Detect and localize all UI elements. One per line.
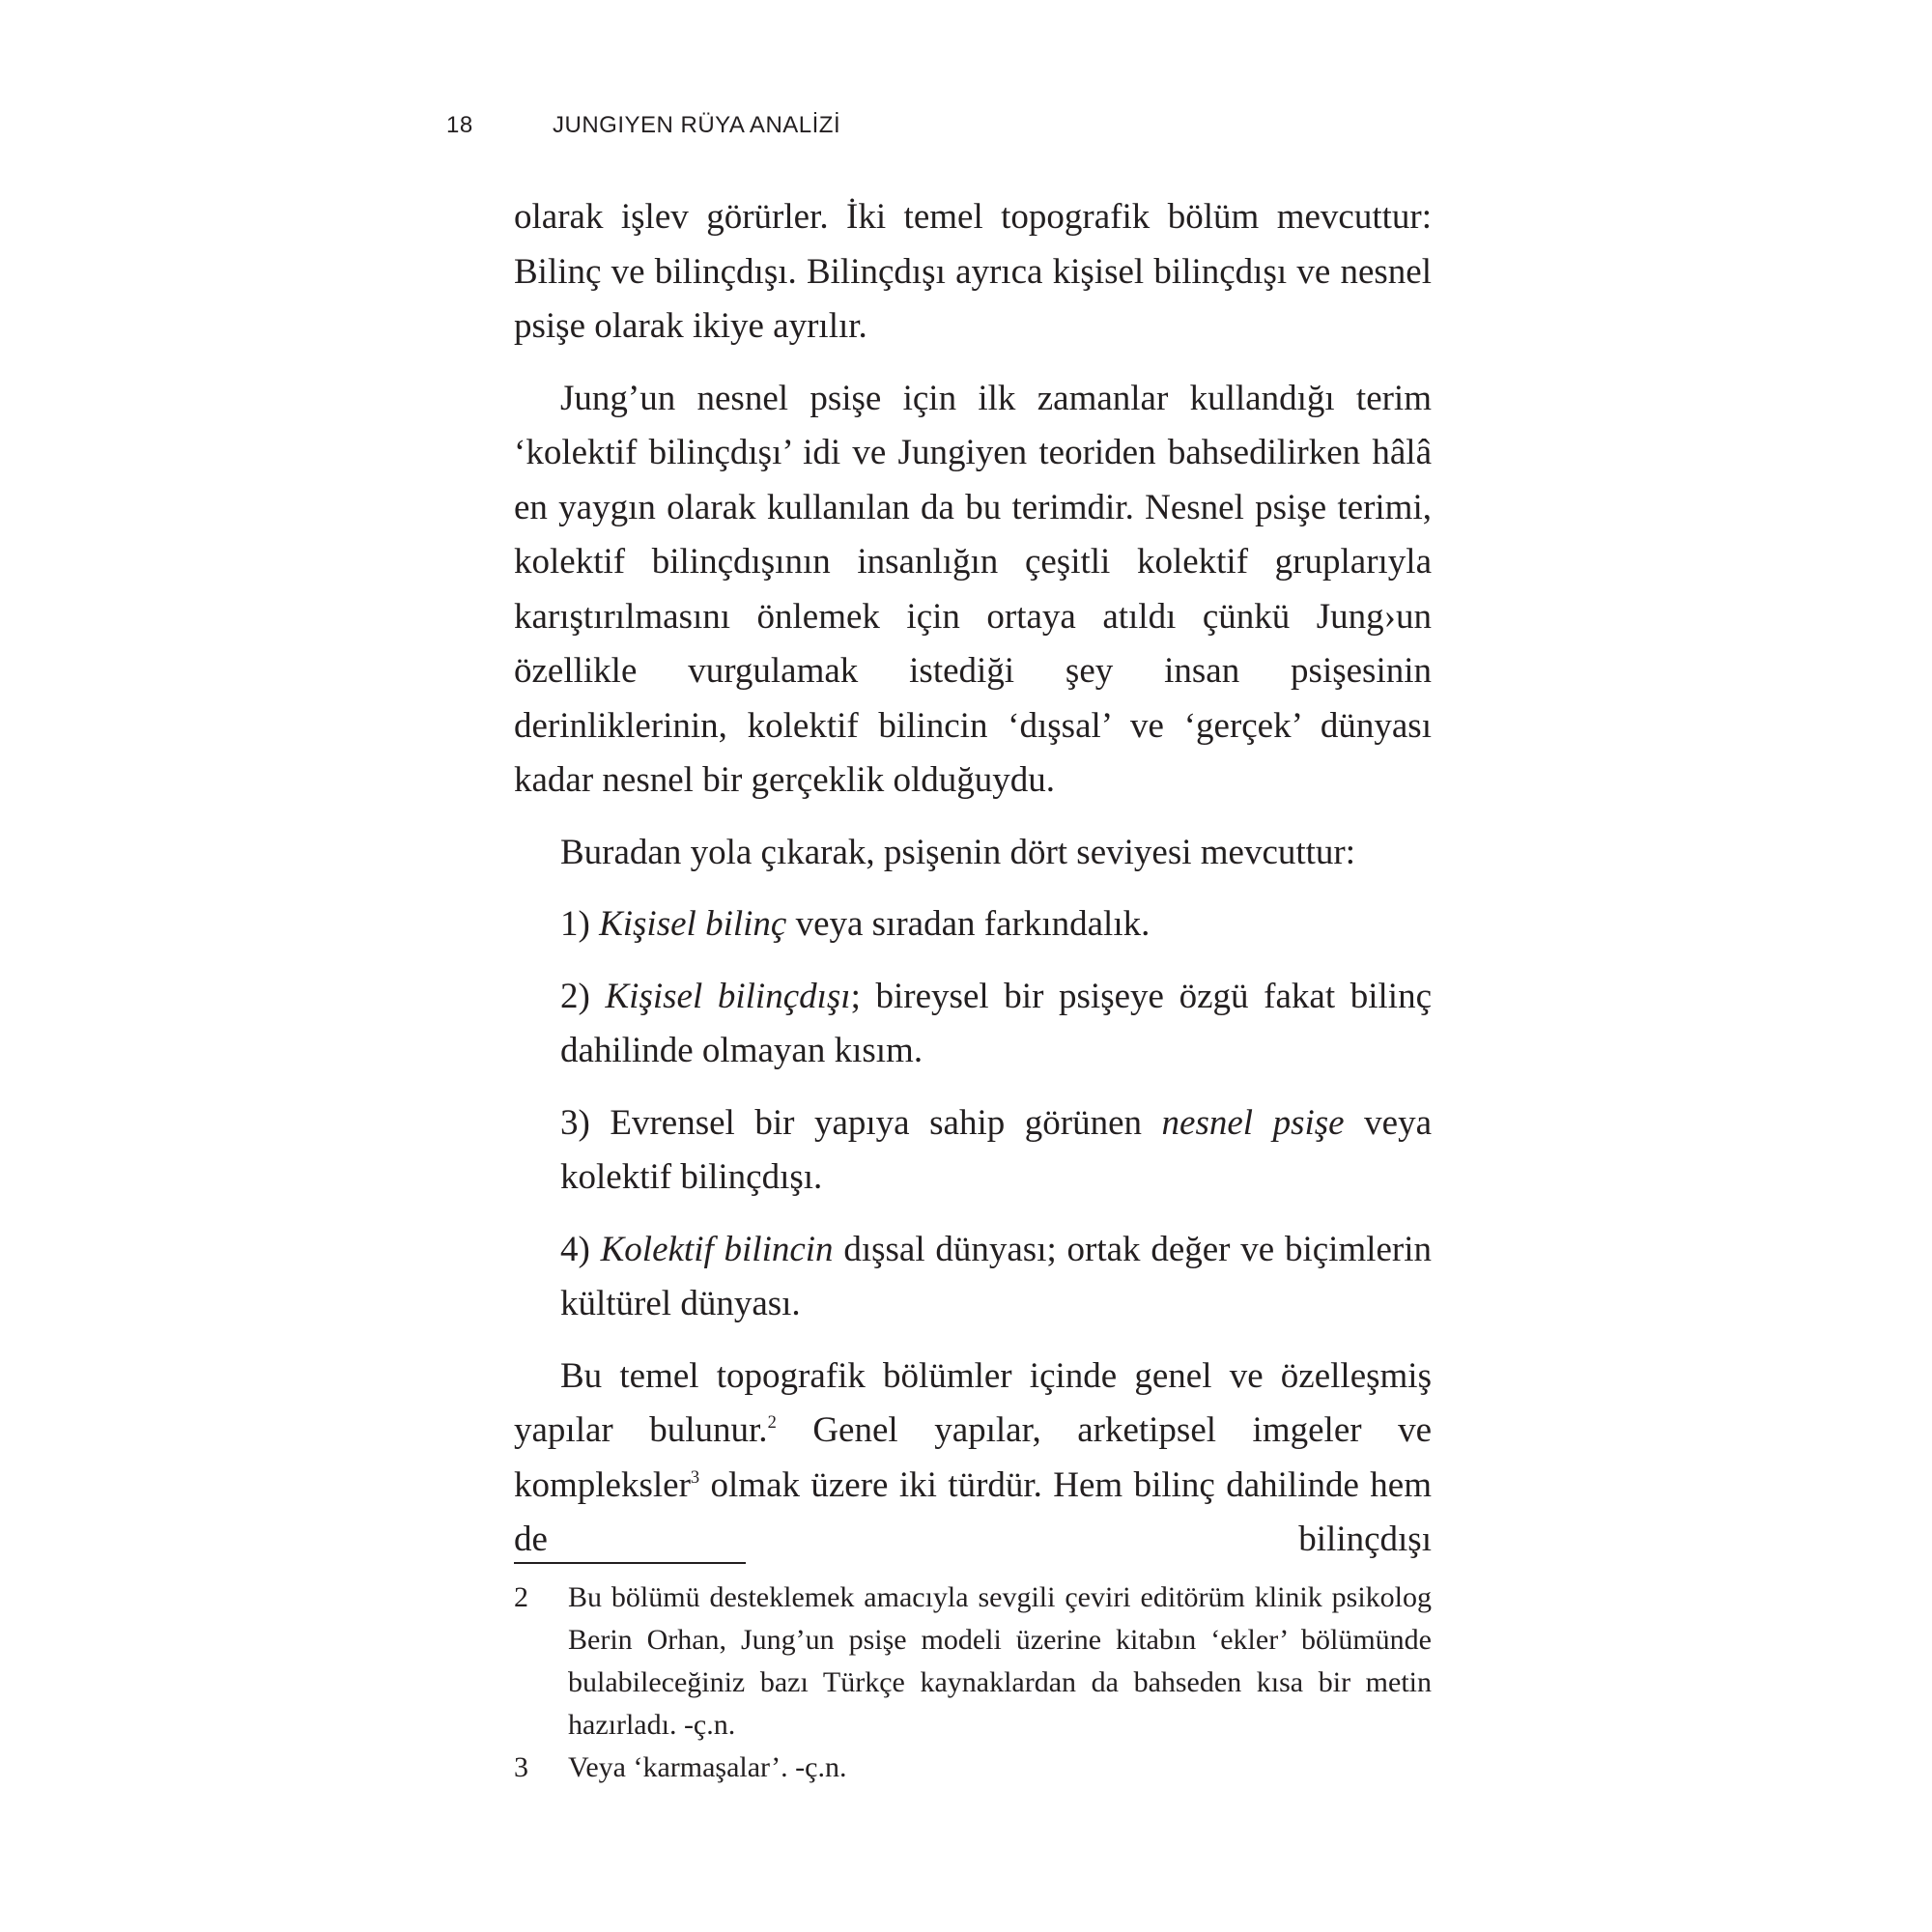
paragraph-1: olarak işlev görürler. İki temel topografik bölüm mevcuttur: Bilinç ve bilinçdışı. Bilinçdışı ayrıca kişisel bilinçdışı ve nesnel psişe olarak ikiye ayrılır. [514, 197, 1432, 346]
footnote-text: Veya ‘karmaşalar’. -ç.n. [568, 1751, 847, 1783]
paragraph-4-text-c: olmak üzere iki türdür. Hem bilinç dahilinde hem de bilinçdışı [514, 1464, 1432, 1559]
list-text: ; bireysel bir psişeye özgü fakat bilinç dahilinde olmayan kısım. [560, 976, 1433, 1070]
footnote-number: 3 [514, 1751, 528, 1783]
footnote-text: Bu bölümü desteklemek amacıyla sevgili çeviri editörüm klinik psikolog Berin Orhan, Jung’un psişe modeli üzerine kitabın ‘ekler’ bölümünde bulabileceğiniz bazı Türkçe kaynaklardan da bahseden kısa bir metin hazırladı. -ç.n. [568, 1581, 1432, 1741]
list-text: veya sıradan farkındalık. [786, 904, 1151, 944]
list-text: veya kolektif bilinçdışı. [560, 1102, 1432, 1197]
paragraph-4-text-b: Genel yapılar, arketipsel imgeler ve kompleksler [514, 1410, 1432, 1505]
list-term: Kolektif bilincin [600, 1229, 834, 1269]
list-text: dışsal dünyası; ortak değer ve biçimlerin kültürel dünyası. [560, 1229, 1433, 1323]
page-number: 18 [446, 112, 473, 138]
footnote-ref-2[interactable]: 2 [767, 1413, 777, 1434]
list-term: Kişisel bilinçdışı [605, 976, 851, 1016]
running-title: JUNGIYEN RÜYA ANALİZİ [553, 112, 841, 138]
paragraph-4 [514, 1350, 1432, 1568]
list-item-3 [514, 1096, 1432, 1206]
list-term: nesnel psişe [1161, 1102, 1345, 1143]
footnote-divider [514, 1562, 746, 1564]
paragraph-2: Jung’un nesnel psişe için ilk zamanlar kullandığı terim ‘kolektif bilinçdışı’ idi ve Jungiyen teoriden bahsedilirken hâlâ en yaygın olarak kullanılan da bu terimdir. Nesnel psişe terimi, kolektif bilinçdışının insanlığın çeşitli kolektif gruplarıyla karıştırılmasını önlemek için ortaya atıldı çünkü Jung›un özellikle vurgulamak istediği şey insan psişesinin derinliklerinin, kolektif bilincin ‘dışsal’ ve ‘gerçek’ dünyası kadar nesnel bir gerçeklik olduğuydu. [514, 378, 1432, 800]
footnote-number: 2 [514, 1581, 528, 1613]
list-item-4 [514, 1223, 1432, 1332]
list-item-1 [514, 897, 1432, 952]
list-number: 2) [560, 976, 590, 1016]
footnote-2 [514, 1577, 1432, 1747]
list-number: 3) [560, 1102, 590, 1143]
body-text [514, 190, 1432, 1585]
paragraph-4-text-a: Bu temel topografik bölümler içinde genel ve özelleşmiş yapılar bulunur. [514, 1355, 1432, 1450]
paragraph-3: Buradan yola çıkarak, psişenin dört seviyesi mevcuttur: [560, 832, 1356, 872]
list-number: 1) [560, 904, 590, 944]
footnotes [514, 1577, 1432, 1789]
list-term: Kişisel bilinç [599, 904, 787, 944]
footnote-3 [514, 1747, 1432, 1789]
list-number: 4) [560, 1229, 590, 1269]
list-text-pre: Evrensel bir yapıya sahip görünen [589, 1102, 1162, 1143]
footnote-ref-3[interactable]: 3 [690, 1467, 700, 1488]
list-item-2 [514, 970, 1432, 1079]
